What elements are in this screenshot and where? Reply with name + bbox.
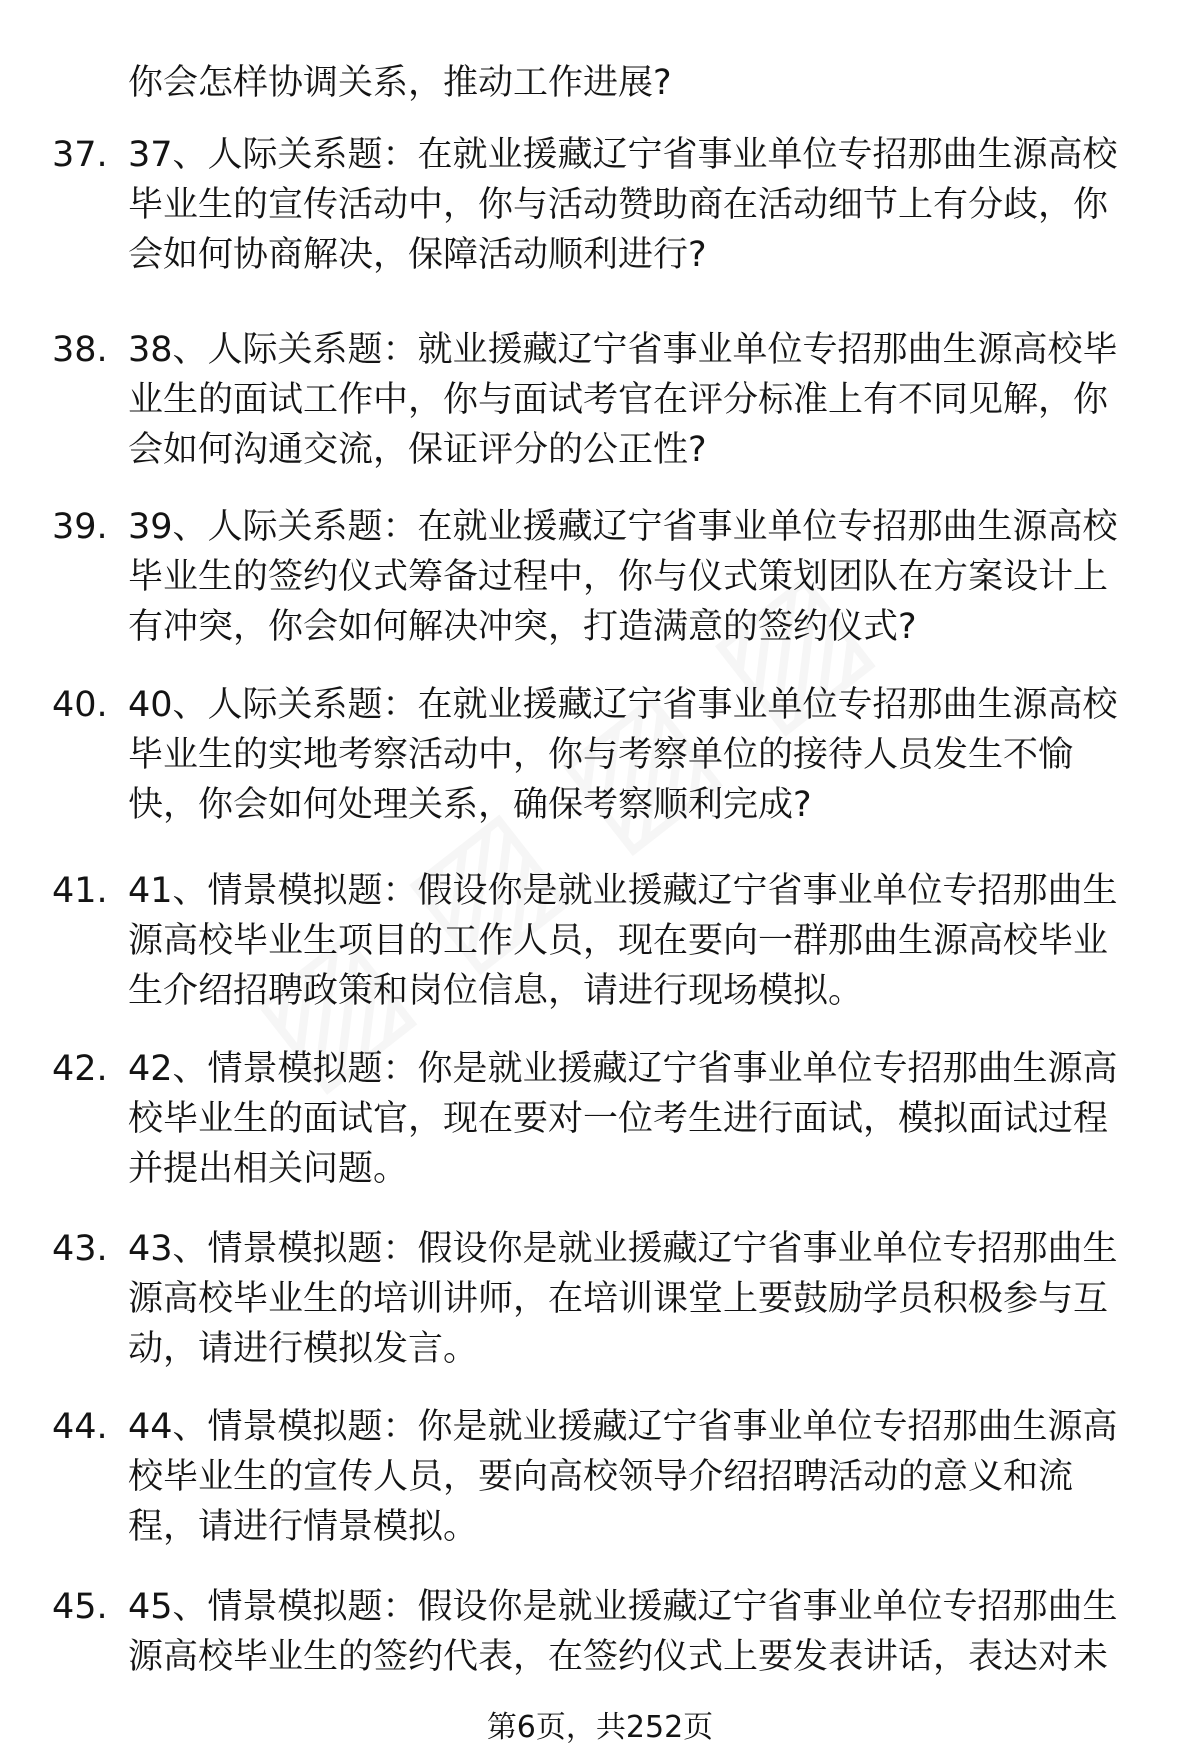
item-text [128,1582,1148,1682]
item-number: 39. [52,507,108,547]
item-line: 39、人际关系题：在就业援藏辽宁省事业单位专招那曲生源高校 [128,507,1118,547]
item-text [128,1402,1148,1552]
item-text [128,502,1148,652]
item-line: 37、人际关系题：在就业援藏辽宁省事业单位专招那曲生源高校 [128,135,1118,175]
item-number: 43. [52,1229,108,1269]
item-line: 源高校毕业生的培训讲师，在培训课堂上要鼓励学员积极参与互 [128,1279,1109,1319]
item-line: 43、情景模拟题：假设你是就业援藏辽宁省事业单位专招那曲生 [128,1229,1118,1269]
item-text [128,1044,1148,1194]
item-line: 程，请进行情景模拟。 [128,1507,479,1547]
page-footer: 第6页，共252页 [486,1710,714,1745]
item-number: 38. [52,330,108,370]
item-line: 毕业生的实地考察活动中，你与考察单位的接待人员发生不愉 [128,735,1074,775]
item-line: 源高校毕业生项目的工作人员，现在要向一群那曲生源高校毕业 [128,921,1109,961]
continuation-line: 你会怎样协调关系，推动工作进展? [128,63,672,103]
item-text [128,1224,1148,1374]
item-line: 校毕业生的宣传人员，要向高校领导介绍招聘活动的意义和流 [128,1457,1074,1497]
item-line: 会如何协商解决，保障活动顺利进行? [128,235,707,275]
item-number: 42. [52,1049,108,1089]
item-line: 38、人际关系题：就业援藏辽宁省事业单位专招那曲生源高校毕 [128,330,1118,370]
item-line: 42、情景模拟题：你是就业援藏辽宁省事业单位专招那曲生源高 [128,1049,1118,1089]
item-number: 41. [52,871,108,911]
item-number: 44. [52,1407,108,1447]
item-text [128,866,1148,1016]
item-line: 动，请进行模拟发言。 [128,1329,479,1369]
item-text [128,325,1148,475]
item-line: 44、情景模拟题：你是就业援藏辽宁省事业单位专招那曲生源高 [128,1407,1118,1447]
item-line: 40、人际关系题：在就业援藏辽宁省事业单位专招那曲生源高校 [128,685,1118,725]
item-line: 会如何沟通交流，保证评分的公正性? [128,430,707,470]
item-number: 37. [52,135,108,175]
item-line: 41、情景模拟题：假设你是就业援藏辽宁省事业单位专招那曲生 [128,871,1118,911]
item-line: 并提出相关问题。 [128,1149,409,1189]
item-number: 45. [52,1587,108,1627]
item-text [128,130,1148,280]
item-line: 业生的面试工作中，你与面试考官在评分标准上有不同见解，你 [128,380,1109,420]
item-line: 有冲突，你会如何解决冲突，打造满意的签约仪式? [128,607,917,647]
item-line: 45、情景模拟题：假设你是就业援藏辽宁省事业单位专招那曲生 [128,1587,1118,1627]
item-line: 毕业生的宣传活动中，你与活动赞助商在活动细节上有分歧，你 [128,185,1109,225]
item-number: 40. [52,685,108,725]
item-line: 毕业生的签约仪式筹备过程中，你与仪式策划团队在方案设计上 [128,557,1109,597]
item-line: 快，你会如何处理关系，确保考察顺利完成? [128,785,812,825]
item-line: 生介绍招聘政策和岗位信息，请进行现场模拟。 [128,971,864,1011]
item-line: 校毕业生的面试官，现在要对一位考生进行面试，模拟面试过程 [128,1099,1109,1139]
item-text [128,680,1148,830]
item-line: 源高校毕业生的签约代表，在签约仪式上要发表讲话，表达对未 [128,1637,1109,1677]
